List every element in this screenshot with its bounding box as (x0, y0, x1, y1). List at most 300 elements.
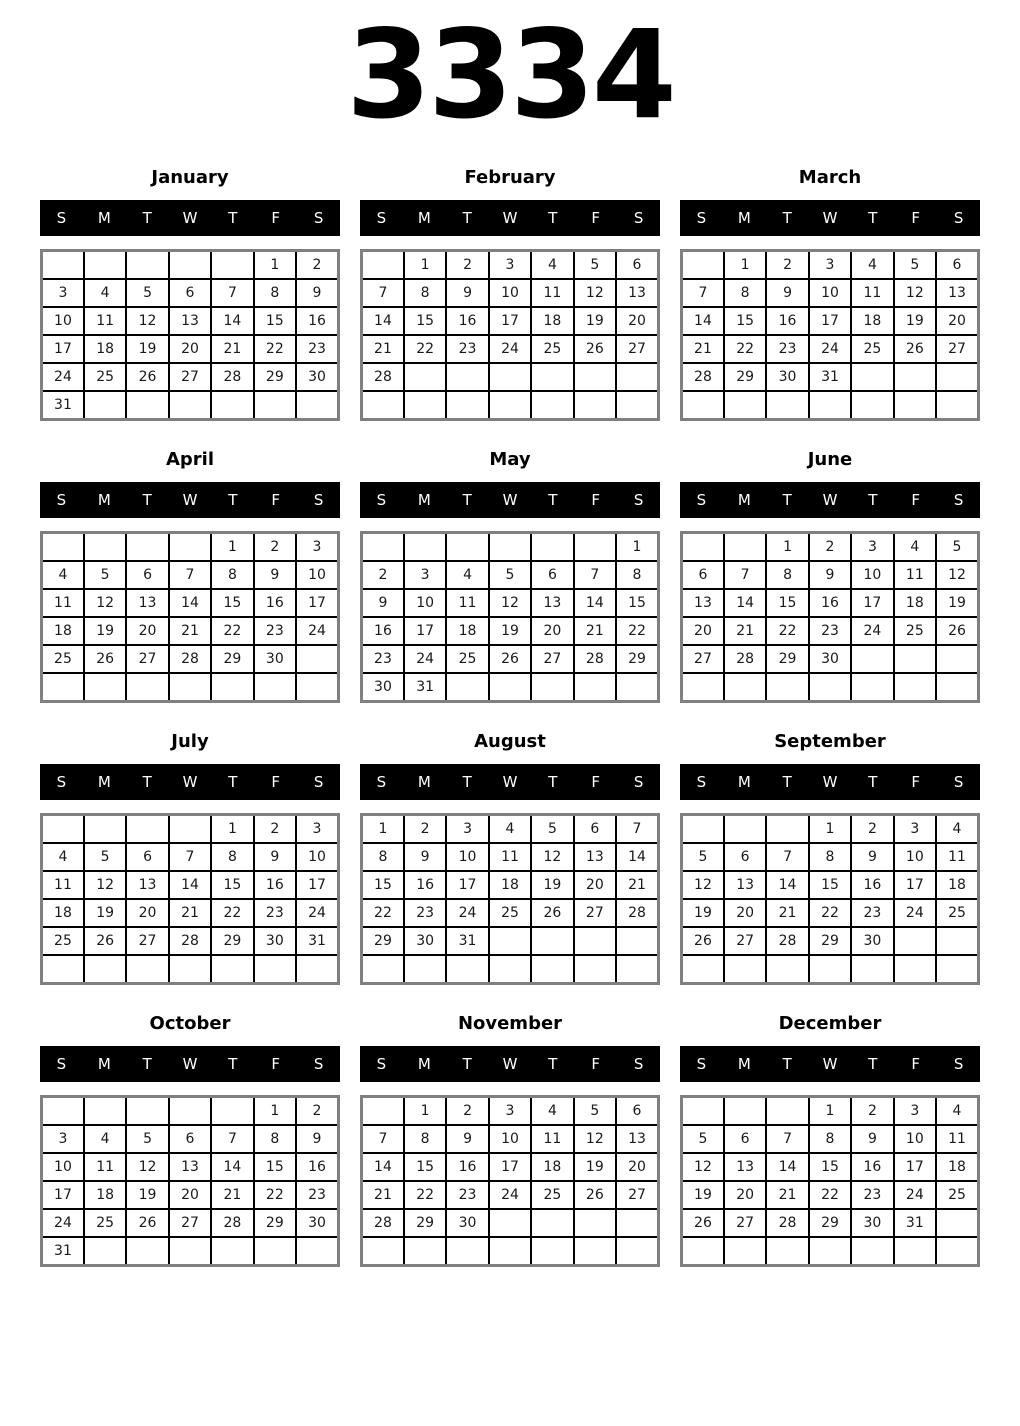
day-cell: 26 (682, 927, 724, 955)
empty-day-cell (211, 251, 253, 280)
day-cell: 10 (894, 843, 936, 871)
weekday-label: M (737, 491, 751, 509)
day-cell: 31 (894, 1209, 936, 1237)
weekday-label: W (502, 491, 518, 509)
week-row (42, 955, 339, 984)
day-cell: 20 (682, 617, 724, 645)
month-june (680, 448, 980, 703)
day-cell: 2 (446, 1097, 488, 1126)
day-cell: 7 (362, 279, 404, 307)
weekday-label: S (696, 491, 707, 509)
day-cell: 22 (211, 899, 253, 927)
empty-day-cell (724, 815, 766, 844)
weekday-label: S (313, 773, 324, 791)
day-cell: 8 (254, 1125, 296, 1153)
day-cell: 27 (616, 335, 658, 363)
day-cell: 21 (211, 1181, 253, 1209)
week-row (682, 1181, 979, 1209)
day-cell: 26 (574, 335, 616, 363)
week-row (682, 815, 979, 844)
day-cell: 1 (211, 533, 253, 562)
day-cell: 7 (682, 279, 724, 307)
day-cell: 13 (126, 589, 168, 617)
empty-day-cell (682, 391, 724, 420)
empty-day-cell (574, 363, 616, 391)
empty-day-cell (84, 533, 126, 562)
day-cell: 7 (211, 279, 253, 307)
empty-day-cell (362, 1237, 404, 1266)
weekday-label: M (97, 773, 111, 791)
weekday-label: S (633, 773, 644, 791)
week-row (682, 363, 979, 391)
day-cell: 28 (362, 1209, 404, 1237)
weekday-label: T (462, 773, 472, 791)
empty-day-cell (126, 533, 168, 562)
days-table (680, 249, 980, 421)
day-cell: 6 (126, 561, 168, 589)
empty-day-cell (616, 1209, 658, 1237)
week-row (42, 843, 339, 871)
weekday-label: T (462, 491, 472, 509)
month-name: November (457, 1013, 563, 1034)
day-cell: 27 (574, 899, 616, 927)
day-cell: 10 (489, 1125, 531, 1153)
day-cell: 18 (894, 589, 936, 617)
day-cell: 24 (851, 617, 893, 645)
year-title: 3334 (346, 4, 674, 146)
empty-day-cell (169, 673, 211, 702)
days-table (40, 1095, 340, 1267)
month-name: March (798, 167, 862, 188)
day-cell: 31 (296, 927, 338, 955)
day-cell: 29 (724, 363, 766, 391)
weekday-header-row (360, 482, 660, 518)
day-cell: 29 (254, 1209, 296, 1237)
empty-day-cell (851, 363, 893, 391)
empty-day-cell (211, 955, 253, 984)
day-cell: 17 (489, 307, 531, 335)
day-cell: 16 (851, 1153, 893, 1181)
day-cell: 10 (489, 279, 531, 307)
empty-day-cell (616, 391, 658, 420)
week-row (682, 391, 979, 420)
week-row (42, 815, 339, 844)
week-row (42, 673, 339, 702)
day-cell: 12 (682, 1153, 724, 1181)
days-table (360, 249, 660, 421)
day-cell: 13 (936, 279, 978, 307)
day-cell: 25 (851, 335, 893, 363)
weekday-label: T (782, 1055, 792, 1073)
day-cell: 2 (296, 251, 338, 280)
day-cell: 1 (809, 1097, 851, 1126)
week-row (682, 871, 979, 899)
day-cell: 23 (446, 1181, 488, 1209)
day-cell: 12 (489, 589, 531, 617)
empty-day-cell (404, 1237, 446, 1266)
day-cell: 12 (126, 307, 168, 335)
day-cell: 19 (682, 899, 724, 927)
day-cell: 30 (362, 673, 404, 702)
day-cell: 2 (851, 815, 893, 844)
days-table (40, 531, 340, 703)
day-cell: 6 (616, 1097, 658, 1126)
weekday-label: S (953, 1055, 964, 1073)
day-cell: 11 (84, 1153, 126, 1181)
weekday-label: S (56, 209, 67, 227)
week-row (682, 1209, 979, 1237)
empty-day-cell (936, 1237, 978, 1266)
weekday-label: F (591, 209, 601, 227)
day-cell: 28 (766, 1209, 808, 1237)
empty-day-cell (254, 673, 296, 702)
empty-day-cell (489, 673, 531, 702)
weekday-label: T (228, 209, 238, 227)
day-cell: 2 (296, 1097, 338, 1126)
day-cell: 1 (254, 1097, 296, 1126)
day-cell: 22 (809, 1181, 851, 1209)
day-cell: 4 (936, 1097, 978, 1126)
day-cell: 24 (489, 335, 531, 363)
day-cell: 23 (296, 335, 338, 363)
day-cell: 12 (682, 871, 724, 899)
month-january (40, 166, 340, 421)
day-cell: 26 (126, 1209, 168, 1237)
empty-day-cell (574, 533, 616, 562)
day-cell: 11 (489, 843, 531, 871)
day-cell: 3 (446, 815, 488, 844)
day-cell: 9 (296, 1125, 338, 1153)
week-row (362, 251, 659, 280)
day-cell: 11 (42, 589, 84, 617)
weekday-label: S (696, 773, 707, 791)
day-cell: 6 (936, 251, 978, 280)
month-name: April (165, 449, 215, 470)
day-cell: 9 (404, 843, 446, 871)
month-september (680, 730, 980, 985)
day-cell: 8 (362, 843, 404, 871)
day-cell: 24 (404, 645, 446, 673)
day-cell: 11 (42, 871, 84, 899)
day-cell: 3 (894, 815, 936, 844)
week-row (362, 1181, 659, 1209)
day-cell: 30 (404, 927, 446, 955)
day-cell: 21 (766, 899, 808, 927)
day-cell: 25 (42, 927, 84, 955)
weekday-label: W (502, 1055, 518, 1073)
day-cell: 5 (894, 251, 936, 280)
week-row (682, 589, 979, 617)
day-cell: 10 (809, 279, 851, 307)
month-name: June (807, 449, 853, 470)
empty-day-cell (531, 955, 573, 984)
empty-day-cell (169, 1097, 211, 1126)
weekday-header-row (360, 1046, 660, 1082)
weekday-label: S (633, 491, 644, 509)
empty-day-cell (724, 955, 766, 984)
empty-day-cell (682, 251, 724, 280)
weekday-label: T (782, 491, 792, 509)
day-cell: 29 (254, 363, 296, 391)
weekday-label: T (142, 209, 152, 227)
day-cell: 26 (682, 1209, 724, 1237)
weekday-header-row (40, 764, 340, 800)
empty-day-cell (404, 363, 446, 391)
weekday-label: T (548, 773, 558, 791)
day-cell: 4 (489, 815, 531, 844)
day-cell: 7 (574, 561, 616, 589)
day-cell: 20 (126, 899, 168, 927)
day-cell: 15 (766, 589, 808, 617)
day-cell: 13 (616, 1125, 658, 1153)
day-cell: 12 (936, 561, 978, 589)
day-cell: 27 (531, 645, 573, 673)
day-cell: 30 (254, 927, 296, 955)
day-cell: 15 (809, 1153, 851, 1181)
day-cell: 21 (766, 1181, 808, 1209)
day-cell: 8 (766, 561, 808, 589)
day-cell: 22 (362, 899, 404, 927)
day-cell: 9 (446, 1125, 488, 1153)
day-cell: 13 (169, 1153, 211, 1181)
day-cell: 5 (936, 533, 978, 562)
day-cell: 11 (531, 279, 573, 307)
day-cell: 6 (574, 815, 616, 844)
day-cell: 31 (42, 391, 84, 420)
empty-day-cell (682, 955, 724, 984)
week-row (682, 645, 979, 673)
day-cell: 9 (254, 561, 296, 589)
day-cell: 7 (362, 1125, 404, 1153)
empty-day-cell (936, 391, 978, 420)
weekday-label: S (953, 773, 964, 791)
day-cell: 13 (616, 279, 658, 307)
week-row (42, 335, 339, 363)
week-row (682, 307, 979, 335)
day-cell: 21 (169, 899, 211, 927)
empty-day-cell (362, 533, 404, 562)
day-cell: 8 (616, 561, 658, 589)
day-cell: 11 (531, 1125, 573, 1153)
day-cell: 5 (489, 561, 531, 589)
day-cell: 21 (616, 871, 658, 899)
day-cell: 20 (531, 617, 573, 645)
day-cell: 27 (682, 645, 724, 673)
empty-day-cell (42, 251, 84, 280)
empty-day-cell (211, 1237, 253, 1266)
empty-day-cell (211, 391, 253, 420)
day-cell: 28 (211, 1209, 253, 1237)
day-cell: 28 (616, 899, 658, 927)
empty-day-cell (574, 927, 616, 955)
day-cell: 5 (126, 1125, 168, 1153)
day-cell: 17 (42, 335, 84, 363)
empty-day-cell (489, 363, 531, 391)
weekday-label: T (142, 1055, 152, 1073)
empty-day-cell (42, 1097, 84, 1126)
day-cell: 30 (809, 645, 851, 673)
empty-day-cell (84, 1097, 126, 1126)
day-cell: 5 (574, 1097, 616, 1126)
day-cell: 9 (766, 279, 808, 307)
empty-day-cell (766, 673, 808, 702)
weekday-label: M (737, 773, 751, 791)
weekday-label: M (737, 209, 751, 227)
empty-day-cell (724, 673, 766, 702)
days-table (680, 813, 980, 985)
week-row (42, 561, 339, 589)
day-cell: 14 (616, 843, 658, 871)
empty-day-cell (211, 673, 253, 702)
empty-day-cell (724, 1237, 766, 1266)
week-row (682, 335, 979, 363)
day-cell: 14 (682, 307, 724, 335)
empty-day-cell (211, 1097, 253, 1126)
weekday-label: M (737, 1055, 751, 1073)
day-cell: 6 (169, 279, 211, 307)
empty-day-cell (531, 391, 573, 420)
week-row (362, 815, 659, 844)
day-cell: 15 (362, 871, 404, 899)
day-cell: 2 (254, 815, 296, 844)
day-cell: 1 (254, 251, 296, 280)
day-cell: 9 (254, 843, 296, 871)
empty-day-cell (809, 955, 851, 984)
day-cell: 3 (296, 815, 338, 844)
day-cell: 5 (126, 279, 168, 307)
day-cell: 21 (682, 335, 724, 363)
weekday-label: T (142, 491, 152, 509)
day-cell: 24 (42, 363, 84, 391)
day-cell: 2 (404, 815, 446, 844)
day-cell: 22 (809, 899, 851, 927)
empty-day-cell (84, 815, 126, 844)
day-cell: 29 (404, 1209, 446, 1237)
weekday-label: S (313, 1055, 324, 1073)
month-december (680, 1012, 980, 1267)
weekday-label: F (271, 209, 281, 227)
day-cell: 16 (254, 589, 296, 617)
day-cell: 14 (169, 871, 211, 899)
day-cell: 20 (616, 307, 658, 335)
weekday-label: T (462, 209, 472, 227)
empty-day-cell (446, 363, 488, 391)
day-cell: 23 (362, 645, 404, 673)
day-cell: 24 (42, 1209, 84, 1237)
empty-day-cell (724, 1097, 766, 1126)
day-cell: 6 (682, 561, 724, 589)
day-cell: 30 (296, 363, 338, 391)
weekday-label: W (822, 773, 838, 791)
day-cell: 23 (809, 617, 851, 645)
empty-day-cell (936, 673, 978, 702)
empty-day-cell (84, 251, 126, 280)
week-row (42, 279, 339, 307)
day-cell: 14 (766, 871, 808, 899)
weekday-label: S (633, 1055, 644, 1073)
weekday-label: M (417, 491, 431, 509)
day-cell: 12 (126, 1153, 168, 1181)
day-cell: 17 (404, 617, 446, 645)
week-row (362, 1209, 659, 1237)
calendar-page (0, 4, 1020, 1267)
day-cell: 19 (936, 589, 978, 617)
day-cell: 1 (404, 1097, 446, 1126)
day-cell: 5 (84, 561, 126, 589)
weekday-header-row (680, 482, 980, 518)
day-cell: 9 (446, 279, 488, 307)
days-table (680, 1095, 980, 1267)
month-name: January (151, 167, 229, 188)
week-row (682, 899, 979, 927)
weekday-label: W (182, 1055, 198, 1073)
day-cell: 4 (936, 815, 978, 844)
day-cell: 8 (211, 561, 253, 589)
empty-day-cell (616, 673, 658, 702)
day-cell: 27 (724, 1209, 766, 1237)
day-cell: 6 (126, 843, 168, 871)
empty-day-cell (936, 955, 978, 984)
empty-day-cell (894, 1237, 936, 1266)
weekday-label: M (97, 209, 111, 227)
empty-day-cell (851, 391, 893, 420)
week-row (42, 1237, 339, 1266)
day-cell: 8 (809, 843, 851, 871)
day-cell: 21 (362, 335, 404, 363)
day-cell: 16 (296, 1153, 338, 1181)
empty-day-cell (616, 1237, 658, 1266)
empty-day-cell (766, 955, 808, 984)
weekday-header-row (40, 200, 340, 236)
month-name: February (464, 167, 556, 188)
month-july (40, 730, 340, 985)
day-cell: 18 (42, 617, 84, 645)
empty-day-cell (489, 1237, 531, 1266)
day-cell: 6 (616, 251, 658, 280)
day-cell: 3 (296, 533, 338, 562)
day-cell: 28 (211, 363, 253, 391)
day-cell: 13 (126, 871, 168, 899)
weekday-label: S (953, 209, 964, 227)
day-cell: 4 (851, 251, 893, 280)
empty-day-cell (489, 533, 531, 562)
week-row (362, 1237, 659, 1266)
empty-day-cell (126, 1097, 168, 1126)
empty-day-cell (894, 363, 936, 391)
empty-day-cell (42, 815, 84, 844)
week-row (42, 391, 339, 420)
week-row (682, 1097, 979, 1126)
week-row (682, 843, 979, 871)
week-row (362, 335, 659, 363)
day-cell: 28 (169, 927, 211, 955)
weekday-label: T (868, 491, 878, 509)
day-cell: 17 (446, 871, 488, 899)
week-row (42, 871, 339, 899)
day-cell: 3 (404, 561, 446, 589)
day-cell: 25 (42, 645, 84, 673)
weekday-label: T (782, 209, 792, 227)
days-table (40, 813, 340, 985)
day-cell: 21 (211, 335, 253, 363)
weekday-header-row (40, 1046, 340, 1082)
day-cell: 13 (574, 843, 616, 871)
weekday-label: F (911, 491, 921, 509)
empty-day-cell (42, 955, 84, 984)
day-cell: 17 (296, 589, 338, 617)
empty-day-cell (682, 533, 724, 562)
day-cell: 13 (724, 1153, 766, 1181)
